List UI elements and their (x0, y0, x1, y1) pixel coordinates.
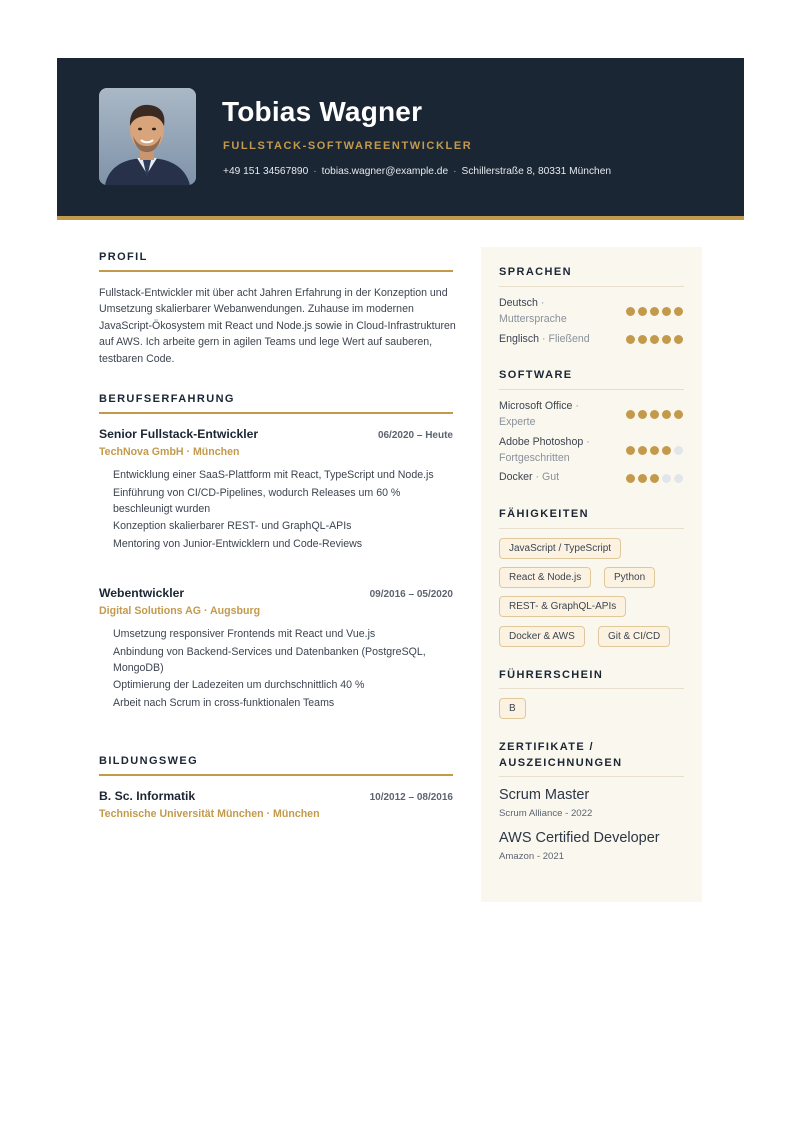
section-title-skills: FÄHIGKEITEN (499, 508, 589, 520)
job-company: TechNova GmbH · München (99, 446, 240, 458)
certificate-title: Scrum Master (499, 787, 590, 803)
skill-tag: React & Node.js (499, 567, 591, 588)
contact-line (223, 166, 611, 177)
candidate-role: FULLSTACK-SOFTWAREENTWICKLER (223, 140, 473, 152)
list-item: Einführung von CI/CD-Pipelines, wodurch Releases um 60 % beschleunigt wurden (113, 486, 401, 515)
rating-dot-filled (662, 307, 671, 316)
rating-dot-filled (674, 335, 683, 344)
language-item: Englisch · Fließend (499, 333, 590, 345)
rating-dot-filled (626, 446, 635, 455)
rating-dot-filled (638, 307, 647, 316)
language-name: Deutsch (499, 297, 538, 309)
license-tag: B (499, 698, 526, 719)
rating-dot-filled (626, 335, 635, 344)
rating-dot-empty (674, 446, 683, 455)
rating-dot-filled (650, 335, 659, 344)
email-address[interactable]: tobias.wagner@example.de (321, 166, 449, 177)
section-rule (499, 776, 684, 777)
section-title-license: FÜHRERSCHEIN (499, 669, 604, 681)
list-item: Optimierung der Ladezeiten um durchschnittlich 40 % (113, 679, 365, 692)
rating-dot-filled (626, 474, 635, 483)
rating-dots (626, 474, 683, 483)
software-item: Docker · Gut (499, 471, 560, 483)
list-item: Mentoring von Junior-Entwicklern und Code-Reviews (113, 538, 363, 551)
software-level: Experte (499, 415, 536, 428)
job-bullets (113, 627, 453, 714)
skill-tag: Docker & AWS (499, 626, 585, 647)
section-title-education: BILDUNGSWEG (99, 755, 199, 767)
list-item: Konzeption skalierbarer REST- und GraphQL-APIs (113, 520, 352, 533)
section-title-line: AUSZEICHNUNGEN (499, 757, 623, 769)
rating-dots (626, 307, 683, 316)
list-item: Umsetzung responsiver Frontends mit React und Vue.js (113, 628, 376, 640)
software-level: Gut (542, 471, 560, 483)
list-item: Anbindung von Backend-Services und Datenbanken (PostgreSQL, MongoDB) (113, 645, 426, 674)
language-name: Englisch (499, 333, 540, 345)
list-item: Entwicklung einer SaaS-Plattform mit React, TypeScript und Node.js (113, 469, 434, 481)
job-date: 06/2020 – Heute (377, 430, 453, 441)
skill-tag: JavaScript / TypeScript (499, 538, 621, 559)
language-level: Muttersprache (499, 312, 567, 325)
job-bullets (113, 468, 453, 555)
rating-dot-filled (662, 335, 671, 344)
job-title: Webentwickler (99, 586, 185, 600)
language-level: Fließend (548, 333, 590, 345)
rating-dot-filled (650, 410, 659, 419)
software-name: Docker (499, 471, 533, 483)
rating-dot-filled (638, 335, 647, 344)
rating-dot-filled (626, 307, 635, 316)
rating-dots (626, 410, 683, 419)
contact-separator: · (453, 166, 457, 177)
rating-dot-filled (650, 307, 659, 316)
rating-dot-empty (674, 474, 683, 483)
software-name: Microsoft Office (499, 400, 573, 412)
section-rule (99, 774, 453, 776)
job-date: 09/2016 – 05/2020 (369, 589, 453, 600)
rating-dot-filled (674, 307, 683, 316)
profile-photo (99, 88, 196, 185)
section-rule (99, 270, 453, 272)
certificate-title: AWS Certified Developer (499, 830, 660, 846)
person-photo-icon (99, 88, 196, 185)
language-item: Deutsch · Muttersprache (499, 297, 567, 325)
list-item: Arbeit nach Scrum in cross-funktionalen Teams (113, 697, 335, 710)
skill-tag: REST- & GraphQL-APIs (499, 596, 626, 617)
postal-address: Schillerstraße 8, 80331 München (461, 166, 612, 177)
rating-dot-filled (650, 474, 659, 483)
section-rule (499, 528, 684, 529)
skill-tag: Python (604, 567, 655, 588)
certificate-issuer: Amazon - 2021 (499, 851, 565, 862)
section-rule (499, 389, 684, 390)
rating-dot-filled (674, 410, 683, 419)
job-title: Senior Fullstack-Entwickler (99, 427, 259, 441)
candidate-name: Tobias Wagner (222, 96, 423, 127)
rating-dot-filled (662, 410, 671, 419)
section-rule (499, 688, 684, 689)
certificate-issuer: Scrum Alliance - 2022 (499, 808, 593, 819)
software-level: Fortgeschritten (499, 451, 570, 464)
profile-text: Fullstack-Entwickler mit über acht Jahren Erfahrung in der Konzeption und Umsetzung skalierbarer Webanwendungen. Zuhause im modernen JavaScript-Ökosystem mit React und Node.js sowie in Cloud-Infrastrukturen auf AWS. Ich arbeite gern in agilen Teams und lege Wert auf sauberen, testbaren Code. (99, 287, 456, 365)
skill-tag: Git & CI/CD (598, 626, 670, 647)
rating-dot-filled (626, 410, 635, 419)
header (57, 58, 744, 216)
section-title-software: SOFTWARE (499, 369, 573, 381)
rating-dot-filled (662, 446, 671, 455)
rating-dot-filled (650, 446, 659, 455)
rating-dot-filled (638, 410, 647, 419)
degree-title: B. Sc. Informatik (99, 789, 196, 803)
software-item: Adobe Photoshop · Fortgeschritten (499, 436, 590, 464)
section-title-line: ZERTIFIKATE / (499, 741, 594, 753)
rating-dots (626, 446, 683, 455)
rating-dot-filled (638, 446, 647, 455)
software-item: Microsoft Office · Experte (499, 400, 579, 428)
job-company: Digital Solutions AG · Augsburg (99, 605, 261, 617)
section-title-certificates (499, 739, 623, 771)
phone-number[interactable]: +49 151 34567890 (223, 166, 309, 177)
degree-date: 10/2012 – 08/2016 (369, 792, 453, 803)
degree-school: Technische Universität München · München (99, 808, 320, 820)
software-name: Adobe Photoshop (499, 436, 584, 448)
rating-dot-empty (662, 474, 671, 483)
rating-dot-filled (638, 474, 647, 483)
rating-dots (626, 335, 683, 344)
section-rule (99, 412, 453, 414)
contact-separator: · (313, 166, 317, 177)
section-title-languages: SPRACHEN (499, 266, 572, 278)
section-title-profile: PROFIL (99, 251, 148, 263)
header-accent-rule (57, 216, 744, 220)
section-rule (499, 286, 684, 287)
section-title-experience: BERUFSERFAHRUNG (99, 393, 235, 405)
